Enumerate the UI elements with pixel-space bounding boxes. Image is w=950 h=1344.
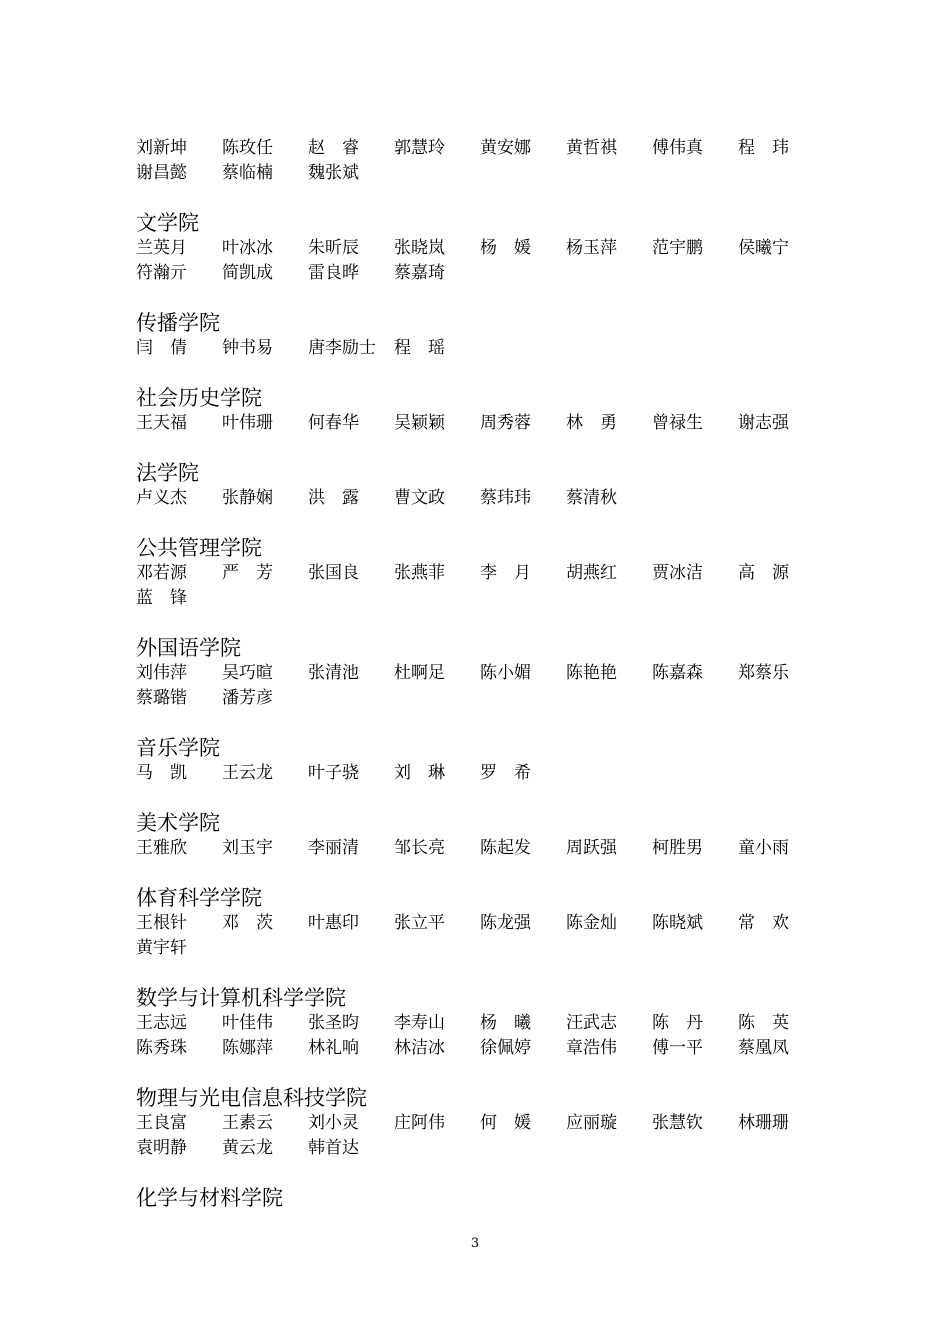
person-name: 雷良晔	[308, 263, 359, 283]
person-name: 洪 露	[308, 488, 359, 508]
name-list	[136, 336, 824, 361]
person-name: 张晓岚	[394, 238, 445, 258]
person-name: 程 瑶	[394, 338, 445, 358]
department-section	[136, 985, 816, 1061]
person-name: 曾禄生	[652, 413, 703, 433]
department-section	[136, 735, 816, 786]
person-name: 吴颖颖	[394, 413, 445, 433]
person-name: 潘芳彦	[222, 688, 273, 708]
person-name: 陈晓斌	[652, 913, 703, 933]
department-section	[136, 460, 816, 511]
person-name: 杜啊足	[394, 663, 445, 683]
person-name: 庄阿伟	[394, 1113, 445, 1133]
person-name: 袁明静	[136, 1138, 187, 1158]
person-name: 罗 希	[480, 763, 531, 783]
person-name: 王良富	[136, 1113, 187, 1133]
person-name: 赵 睿	[308, 138, 359, 158]
name-list	[136, 836, 824, 861]
person-name: 蔡璐锴	[136, 688, 187, 708]
person-name: 马 凯	[136, 763, 187, 783]
person-name: 刘伟萍	[136, 663, 187, 683]
person-name: 王天福	[136, 413, 187, 433]
page-number: 3	[470, 1236, 480, 1251]
department-section	[136, 885, 816, 961]
person-name: 朱昕辰	[308, 238, 359, 258]
person-name: 张慧钦	[652, 1113, 703, 1133]
person-name: 陈娜萍	[222, 1038, 273, 1058]
department-sections	[136, 210, 816, 1211]
person-name: 杨 媛	[480, 238, 531, 258]
department-section	[136, 635, 816, 711]
name-list	[136, 561, 824, 611]
person-name: 魏张斌	[308, 163, 359, 183]
department-title: 法学院	[136, 461, 199, 485]
person-name: 王志远	[136, 1013, 187, 1033]
person-name: 贾冰洁	[652, 563, 703, 583]
person-name: 柯胜男	[652, 838, 703, 858]
person-name: 刘小灵	[308, 1113, 359, 1133]
person-name: 王云龙	[222, 763, 273, 783]
department-title: 音乐学院	[136, 736, 220, 760]
person-name: 杨玉萍	[566, 238, 617, 258]
person-name: 叶伟珊	[222, 413, 273, 433]
person-name: 黄宇轩	[136, 938, 187, 958]
person-name: 叶子骁	[308, 763, 359, 783]
person-name: 陈嘉森	[652, 663, 703, 683]
person-name: 张国良	[308, 563, 359, 583]
person-name: 周秀蓉	[480, 413, 531, 433]
person-name: 陈龙强	[480, 913, 531, 933]
person-name: 傅伟真	[652, 138, 703, 158]
person-name: 叶冰冰	[222, 238, 273, 258]
person-name: 傅一平	[652, 1038, 703, 1058]
person-name: 徐佩婷	[480, 1038, 531, 1058]
department-title: 外国语学院	[136, 636, 241, 660]
department-title: 体育科学学院	[136, 886, 262, 910]
person-name: 邹长亮	[394, 838, 445, 858]
person-name: 林 勇	[566, 413, 617, 433]
person-name: 王雅欣	[136, 838, 187, 858]
person-name: 唐李励士	[308, 338, 376, 358]
person-name: 张清池	[308, 663, 359, 683]
person-name: 吴巧暄	[222, 663, 273, 683]
department-title: 社会历史学院	[136, 386, 262, 410]
person-name: 林洁冰	[394, 1038, 445, 1058]
name-list	[136, 411, 824, 436]
department-section	[136, 1185, 816, 1211]
person-name: 陈小媚	[480, 663, 531, 683]
department-section	[136, 310, 816, 361]
person-name: 郑蔡乐	[738, 663, 789, 683]
department-title: 物理与光电信息科技学院	[136, 1086, 367, 1110]
person-name: 陈玫任	[222, 138, 273, 158]
person-name: 张静娴	[222, 488, 273, 508]
person-name: 叶佳伟	[222, 1013, 273, 1033]
department-title: 化学与材料学院	[136, 1186, 283, 1210]
person-name: 常 欢	[738, 913, 789, 933]
person-name: 林礼响	[308, 1038, 359, 1058]
person-name: 高 源	[738, 563, 789, 583]
person-name: 李寿山	[394, 1013, 445, 1033]
person-name: 杨 曦	[480, 1013, 531, 1033]
person-name: 郭慧玲	[394, 138, 445, 158]
person-name: 陈起发	[480, 838, 531, 858]
person-name: 陈艳艳	[566, 663, 617, 683]
person-name: 闫 倩	[136, 338, 187, 358]
person-name: 范宇鹏	[652, 238, 703, 258]
person-name: 陈金灿	[566, 913, 617, 933]
person-name: 黄安娜	[480, 138, 531, 158]
person-name: 蔡临楠	[222, 163, 273, 183]
name-list	[136, 486, 824, 511]
department-title: 美术学院	[136, 811, 220, 835]
person-name: 李 月	[480, 563, 531, 583]
department-section	[136, 210, 816, 286]
person-name: 邓若源	[136, 563, 187, 583]
person-name: 蔡嘉琦	[394, 263, 445, 283]
person-name: 何春华	[308, 413, 359, 433]
person-name: 卢义杰	[136, 488, 187, 508]
name-list	[136, 236, 824, 286]
name-list	[136, 1011, 824, 1061]
person-name: 张立平	[394, 913, 445, 933]
person-name: 蔡凰凤	[738, 1038, 789, 1058]
person-name: 刘新坤	[136, 138, 187, 158]
department-section	[136, 810, 816, 861]
person-name: 蔡玮玮	[480, 488, 531, 508]
person-name: 黄哲祺	[566, 138, 617, 158]
person-name: 章浩伟	[566, 1038, 617, 1058]
department-section	[136, 385, 816, 436]
intro-name-list	[136, 136, 824, 186]
person-name: 侯曦宁	[738, 238, 789, 258]
person-name: 符瀚亓	[136, 263, 187, 283]
person-name: 谢昌懿	[136, 163, 187, 183]
person-name: 张燕菲	[394, 563, 445, 583]
person-name: 应丽璇	[566, 1113, 617, 1133]
person-name: 陈秀珠	[136, 1038, 187, 1058]
person-name: 曹文政	[394, 488, 445, 508]
person-name: 谢志强	[738, 413, 789, 433]
person-name: 张圣昀	[308, 1013, 359, 1033]
department-title: 数学与计算机科学学院	[136, 986, 346, 1010]
person-name: 胡燕红	[566, 563, 617, 583]
person-name: 程 玮	[738, 138, 789, 158]
person-name: 刘 琳	[394, 763, 445, 783]
person-name: 严 芳	[222, 563, 273, 583]
name-list	[136, 661, 824, 711]
person-name: 何 媛	[480, 1113, 531, 1133]
person-name: 陈 英	[738, 1013, 789, 1033]
person-name: 邓 茨	[222, 913, 273, 933]
person-name: 王素云	[222, 1113, 273, 1133]
person-name: 蔡清秋	[566, 488, 617, 508]
person-name: 汪武志	[566, 1013, 617, 1033]
person-name: 黄云龙	[222, 1138, 273, 1158]
name-list	[136, 911, 824, 961]
name-list	[136, 1111, 824, 1161]
department-title: 传播学院	[136, 311, 220, 335]
person-name: 王根针	[136, 913, 187, 933]
person-name: 钟书易	[222, 338, 273, 358]
department-title: 文学院	[136, 211, 199, 235]
person-name: 刘玉宇	[222, 838, 273, 858]
person-name: 兰英月	[136, 238, 187, 258]
person-name: 蓝 锋	[136, 588, 187, 608]
person-name: 周跃强	[566, 838, 617, 858]
person-name: 简凯成	[222, 263, 273, 283]
name-list	[136, 761, 824, 786]
department-section	[136, 1085, 816, 1161]
department-section	[136, 535, 816, 611]
person-name: 叶惠印	[308, 913, 359, 933]
document-body	[136, 136, 816, 1235]
person-name: 林珊珊	[738, 1113, 789, 1133]
person-name: 陈 丹	[652, 1013, 703, 1033]
person-name: 童小雨	[738, 838, 789, 858]
person-name: 韩首达	[308, 1138, 359, 1158]
department-title: 公共管理学院	[136, 536, 262, 560]
person-name: 李丽清	[308, 838, 359, 858]
